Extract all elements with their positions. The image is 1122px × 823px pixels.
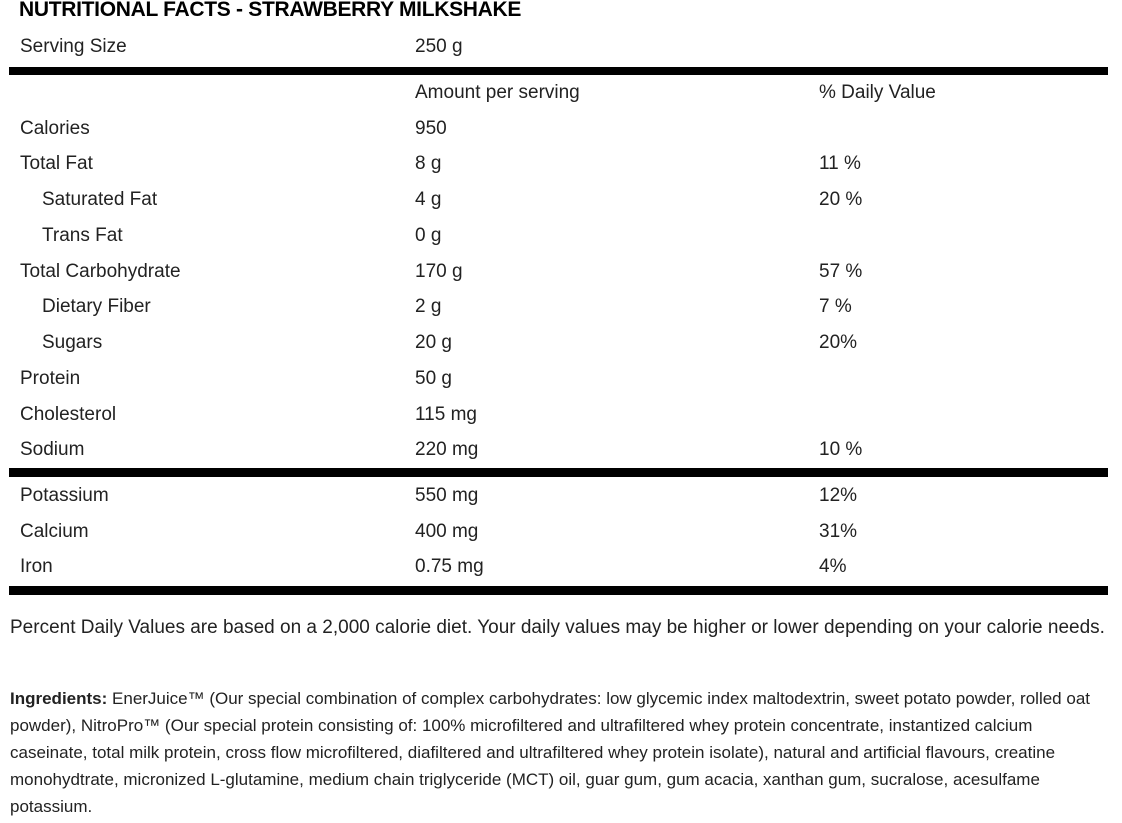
nutrient-amount: 4 g [415,189,442,210]
nutrient-amount: 20 g [415,332,452,353]
mineral-row-iron [0,552,1122,582]
nutrient-row-saturated-fat [0,185,1122,215]
thick-divider-middle [9,468,1108,477]
nutrient-name: Calories [20,118,90,139]
nutrient-daily-value: 10 % [819,439,863,460]
nutrient-amount: 50 g [415,368,452,389]
mineral-name: Calcium [20,521,89,542]
serving-size-value: 250 g [415,36,463,57]
nutrient-name: Sodium [20,439,85,460]
nutrient-row-total-carbohydrate [0,257,1122,287]
nutrient-row-sodium [0,435,1122,465]
page-title: NUTRITIONAL FACTS - STRAWBERRY MILKSHAKE [19,0,522,21]
nutrient-row-sugars [0,328,1122,358]
mineral-name: Iron [20,556,53,577]
mineral-daily-value: 12% [819,485,858,506]
ingredients-paragraph [10,685,1110,820]
nutrient-name: Sugars [42,332,103,353]
nutrient-row-total-fat [0,149,1122,179]
mineral-row-calcium [0,517,1122,547]
nutrient-row-trans-fat [0,221,1122,251]
column-header-row [0,78,1122,108]
nutrient-daily-value: 11 % [819,153,861,174]
nutrient-amount: 220 mg [415,439,479,460]
nutrient-amount: 170 g [415,261,463,282]
nutrient-amount: 8 g [415,153,442,174]
nutrient-name: Protein [20,368,81,389]
nutrient-amount: 115 mg [415,404,477,425]
nutrient-daily-value: 7 % [819,296,852,317]
nutrient-name: Saturated Fat [42,189,158,210]
mineral-amount: 400 mg [415,521,479,542]
nutrient-amount: 2 g [415,296,442,317]
nutrient-name: Total Carbohydrate [20,261,181,282]
ingredients-label: Ingredients: [10,689,108,708]
nutrient-name: Dietary Fiber [42,296,151,317]
nutrient-name: Total Fat [20,153,93,174]
amount-per-serving-header: Amount per serving [415,82,580,103]
nutrient-name: Cholesterol [20,404,117,425]
mineral-daily-value: 31% [819,521,858,542]
mineral-row-potassium [0,481,1122,511]
nutrient-daily-value: 20% [819,332,858,353]
nutrient-amount: 0 g [415,225,442,246]
mineral-name: Potassium [20,485,109,506]
nutrient-row-protein [0,364,1122,394]
mineral-daily-value: 4% [819,556,847,577]
nutrient-amount: 950 [415,118,447,139]
serving-size-label: Serving Size [20,36,127,57]
mineral-amount: 550 mg [415,485,479,506]
thick-divider-top [9,67,1108,75]
nutrient-row-cholesterol [0,400,1122,430]
nutrient-daily-value: 57 % [819,261,863,282]
nutrient-daily-value: 20 % [819,189,863,210]
nutrient-name: Trans Fat [42,225,123,246]
thick-divider-bottom [9,586,1108,595]
nutrient-row-calories [0,114,1122,144]
daily-value-footnote: Percent Daily Values are based on a 2,000 calorie diet. Your daily values may be higher or lower depending on your calorie needs. [10,617,1105,638]
ingredients-text: EnerJuice™ (Our special combination of complex carbohydrates: low glycemic index maltodextrin, sweet potato powder, rolled oat powder), NitroPro™ (Our special protein consisting of: 100% microfiltered and ultrafiltered whey protein concentrate, instantized calcium caseinate, total milk protein, cross flow microfiltered, diafiltered and ultrafiltered whey protein isolate), natural and artificial flavours, creatine monohydtrate, micronized L-glutamine, medium chain triglyceride (MCT) oil, guar gum, gum acacia, xanthan gum, sucralose, acesulfame potassium. [10,689,1090,816]
serving-size-row [0,32,1122,62]
mineral-amount: 0.75 mg [415,556,484,577]
nutrient-row-dietary-fiber [0,292,1122,322]
daily-value-header: % Daily Value [819,82,936,103]
